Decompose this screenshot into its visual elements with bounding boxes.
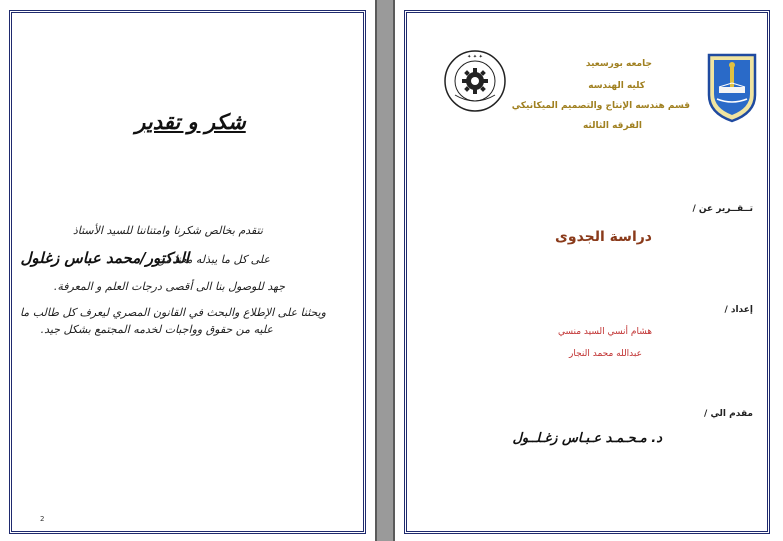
author-1: هشام أنسي السيد منسي [558,327,652,337]
author-2: عبدالله محمد النجار [569,349,642,359]
ack-line-3: جهد للوصول بنا الى أقصى درجات العلم و المعرفة. [53,280,285,293]
page-2-acknowledgement [0,0,375,541]
ack-line-1: نتقدم بخالص شكرنا وامتناننا للسيد الأستاذ [72,224,263,237]
ack-line-4: ويحثنا على الإطلاع والبحث في القانون المصري ليعرف كل طالب ما [19,306,326,319]
ack-line-professor: الدكتور/محمد عباس زغلول [20,249,189,267]
department-name: قسم هندسه الإنتاج والتصميم الميكانيكي [511,101,690,111]
ack-line-5: عليه من حقوق وواجبات لخدمه المجتمع بشكل جيد. [40,323,273,336]
page-title: شكر و تقدير [135,109,246,134]
year-level: الفرقه الثالثه [582,121,642,131]
faculty-shield-logo [705,51,759,123]
supervisor-name: د. مـحـمـد عـبـاس زغـلــول [512,431,662,446]
report-title: دراسة الجدوى [555,229,652,245]
faculty-name: كليه الهندسه [588,81,645,91]
report-label: تــقــرير عن / [692,204,753,214]
gutter-edge-left [375,0,377,541]
svg-text:✦ ✦ ✦: ✦ ✦ ✦ [467,54,483,60]
ack-line-2-tail [157,253,270,266]
page-gutter [375,0,395,541]
port-said-university-seal-logo [443,49,507,113]
page-1-cover [395,0,783,541]
prepared-by-label: إعداد / [724,305,753,315]
university-name: جامعه بورسعيد [585,59,652,69]
page-number: 2 [40,515,45,523]
page-border [9,10,366,534]
presented-to-label: مقدم الي / [704,409,753,419]
ack-line-2-text: على كل ما يبذله معنا من [156,253,270,266]
page-border [404,10,770,534]
